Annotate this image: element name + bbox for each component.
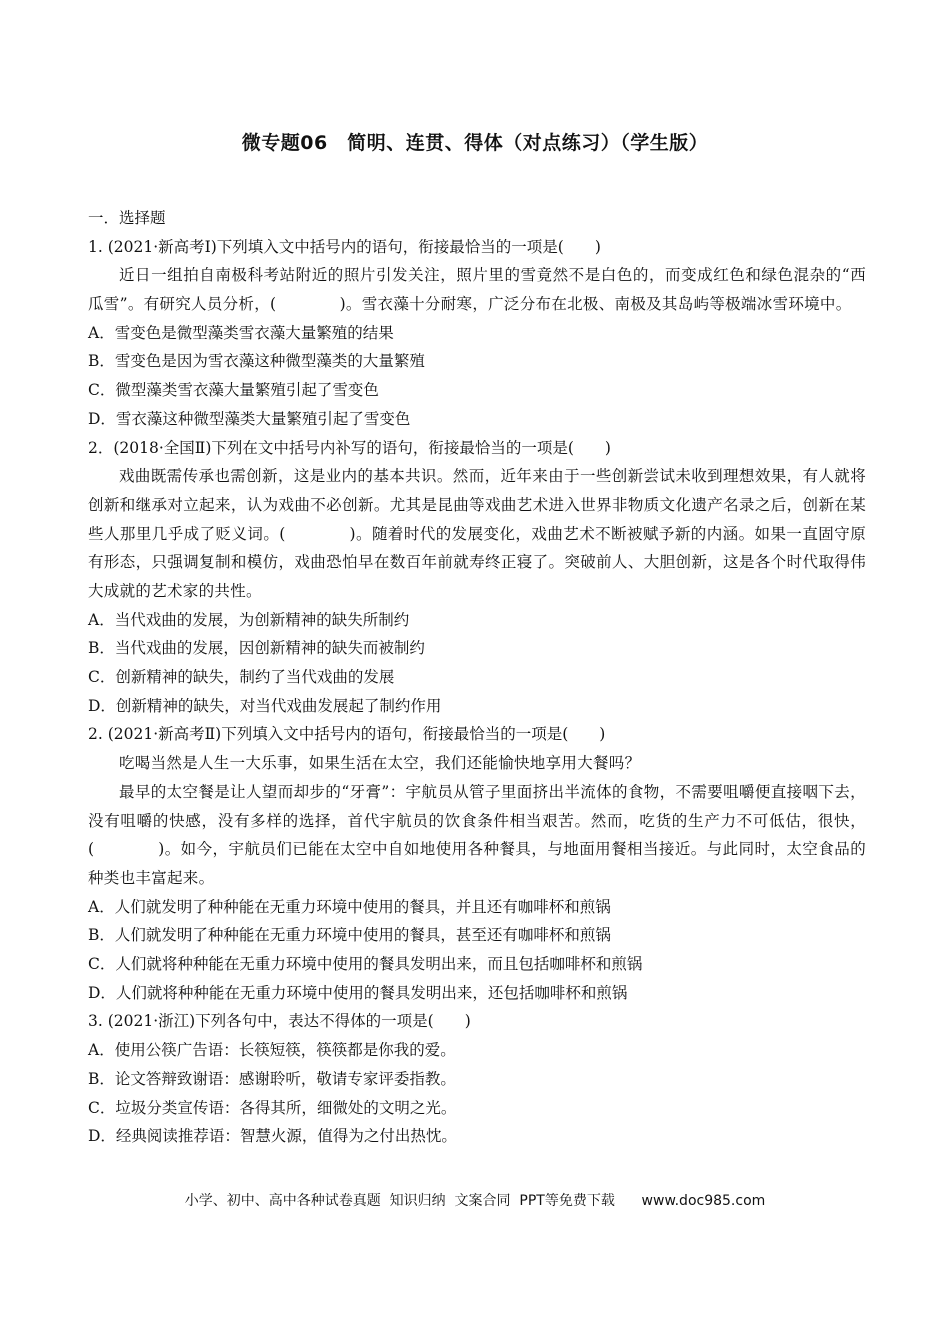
option-d: D．创新精神的缺失，对当代戏曲发展起了制约作用 (88, 696, 442, 715)
option-c: C．人们就将种种能在无重力环境中使用的餐具发明出来，而且包括咖啡杯和煎锅 (88, 955, 643, 974)
question-1 (88, 233, 866, 434)
page-footer[interactable]: 小学、初中、高中各种试卷真题 知识归纳 文案合同 PPT等免费下载 www.doc985.com (184, 1193, 766, 1209)
option-a: A．人们就发明了种种能在无重力环境中使用的餐具，并且还有咖啡杯和煎锅 (88, 897, 611, 916)
document-body (88, 204, 866, 1151)
question-passage: 戏曲既需传承也需创新，这是业内的基本共识。然而，近年来由于一些创新尝试未收到理想效果，有人就将创新和继承对立起来，认为戏曲不必创新。尤其是昆曲等戏曲艺术进入世界非物质文化遗产名录之后，创新在某些人那里几乎成了贬义词。( )。随着时代的发展变化，戏曲艺术不断被赋予新的内涵。如果一直固守原有形态，只强调复制和模仿，戏曲恐怕早在数百年前就寿终正寝了。突破前人、大胆创新，这是各个时代取得伟大成就的艺术家的共性。 (88, 467, 866, 601)
question-stem: 2．(2018·全国Ⅱ)下列在文中括号内补写的语句，衔接最恰当的一项是( ) (88, 438, 611, 457)
question-stem: 3. (2021·浙江)下列各句中，表达不得体的一项是( ) (88, 1012, 471, 1031)
page-title: 微专题06 简明、连贯、得体（对点练习）（学生版） (241, 132, 709, 154)
question-2 (88, 434, 866, 721)
option-a: A．当代戏曲的发展，为创新精神的缺失所制约 (88, 610, 410, 629)
option-a: A．使用公筷广告语：长筷短筷，筷筷都是你我的爱。 (88, 1041, 456, 1060)
option-a: A．雪变色是微型藻类雪衣藻大量繁殖的结果 (88, 323, 394, 342)
option-b: B．人们就发明了种种能在无重力环境中使用的餐具，甚至还有咖啡杯和煎锅 (88, 926, 611, 945)
question-passage: 最早的太空餐是让人望而却步的“牙膏”：宇航员从管子里面挤出半流体的食物，不需要咀嚼便直接咽下去，没有咀嚼的快感，没有多样的选择，首代宇航员的饮食条件相当艰苦。然而，吃货的生产力不可低估，很快，( )。如今，宇航员们已能在太空中自如地使用各种餐具，与地面用餐相当接近。与此同时，太空食品的种类也丰富起来。 (88, 782, 866, 887)
option-d: D．经典阅读推荐语：智慧火源，值得为之付出热忱。 (88, 1127, 457, 1146)
option-d: D．人们就将种种能在无重力环境中使用的餐具发明出来，还包括咖啡杯和煎锅 (88, 983, 628, 1002)
option-c: C．垃圾分类宣传语：各得其所，细微处的文明之光。 (88, 1098, 457, 1117)
option-b: B．当代戏曲的发展，因创新精神的缺失而被制约 (88, 639, 425, 658)
option-c: C．微型藻类雪衣藻大量繁殖引起了雪变色 (88, 381, 379, 400)
section-heading: 一．选择题 (88, 209, 166, 227)
option-b: B．雪变色是因为雪衣藻这种微型藻类的大量繁殖 (88, 352, 425, 371)
question-3 (88, 720, 866, 1007)
option-b: B．论文答辩致谢语：感谢聆听，敬请专家评委指教。 (88, 1069, 456, 1088)
option-c: C．创新精神的缺失，制约了当代戏曲的发展 (88, 668, 395, 687)
option-d: D．雪衣藻这种微型藻类大量繁殖引起了雪变色 (88, 409, 411, 428)
question-stem: 1. (2021·新高考Ⅰ)下列填入文中括号内的语句，衔接最恰当的一项是( ) (88, 237, 601, 256)
question-passage: 近日一组拍自南极科考站附近的照片引发关注，照片里的雪竟然不是白色的，而变成红色和绿色混杂的“西瓜雪”。有研究人员分析，( )。雪衣藻十分耐寒，广泛分布在北极、南极及其岛屿等极端冰雪环境中。 (88, 266, 866, 314)
question-stem: 2. (2021·新高考Ⅱ)下列填入文中括号内的语句，衔接最恰当的一项是( ) (88, 725, 606, 744)
question-passage: 吃喝当然是人生一大乐事，如果生活在太空，我们还能愉快地享用大餐吗？ (119, 754, 641, 773)
question-4 (88, 1007, 866, 1150)
